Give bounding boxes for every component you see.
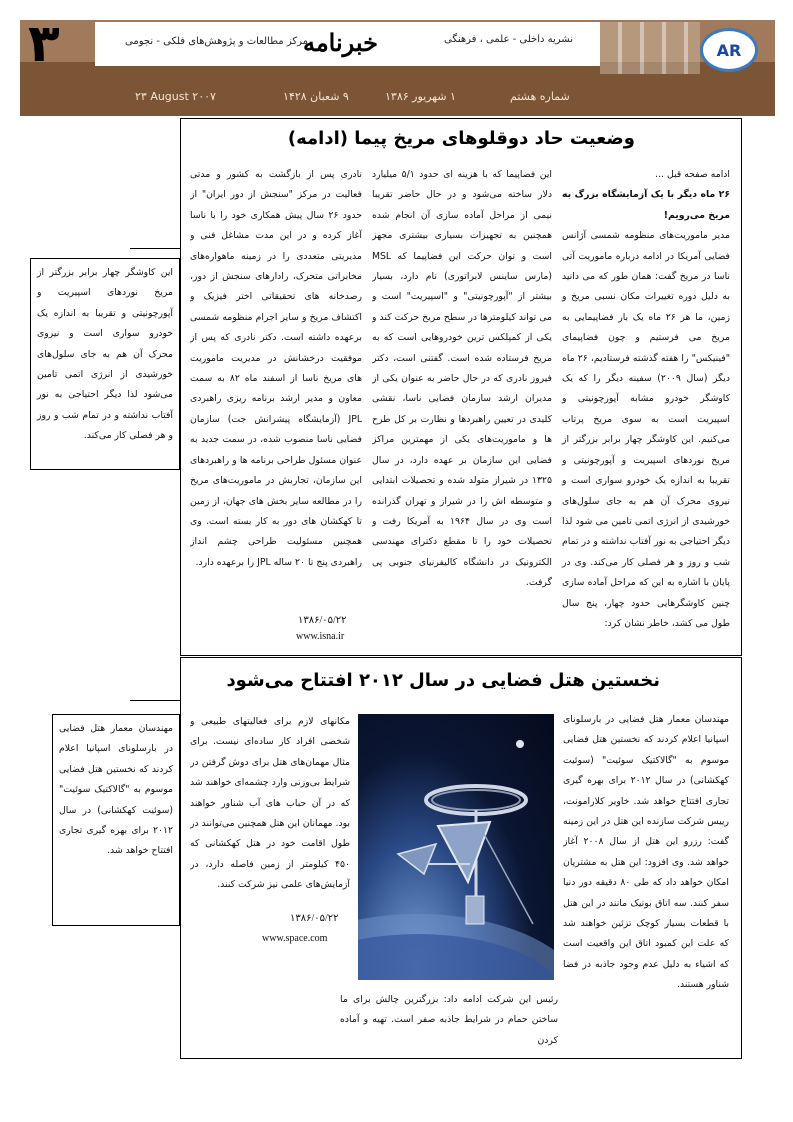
article1-subtitle: ۲۶ ماه دیگر با یک آزمایشگاه بزرگ به مریخ می‌رویم! xyxy=(562,189,730,221)
header-pattern xyxy=(600,22,700,74)
sidebar1-connector xyxy=(130,248,180,249)
article1-sidebar: این کاوشگر چهار برابر بزرگتر از مریخ نوردهای اسپیریت و آپورچونیتی و تقریبا به اندازه یک خودرو سواری است و نیروی محرک آن هم به جای سلول‌های خورشیدی از انرژی اتمی تامین می‌شود لذا دیگر احتیاجی به نور آفتاب نداشته و در تمام شب و روز و هر فصلی کار می‌کند. xyxy=(30,258,180,470)
organization: مرکز مطالعات و پژوهش‌های فلکی - نجومی xyxy=(125,36,308,47)
article2-below-photo: رئیس این شرکت ادامه داد: بزرگترین چالش برای ما ساختن حمام در شرایط جاذبه صفر است. تهیه و آماده کردن xyxy=(340,994,558,1046)
article2-body-right: مهندسان معمار هتل فضایی در بارسلونای اسپانیا اعلام کردند که نخستین هتل فضایی موسوم به "گالاکتیک سوئیت" (سوئیت کهکشانی) در سال ۲۰۱۲ برای بهره گیری تجاری افتتاح خواهد شد. خاویر کلارامونت، رییس شرکت سازنده این هتل در این زمینه گفت: رزرو این هتل از سال ۲۰۰۸ آغاز خواهد شد. وی افزود: این هتل به مشتریان امکان خواهد داد که طی ۸۰ دقیقه دور دنیا سفر کنند. سه اتاق بوتیک مانند در این هتل با قطعات بسیار کوچک تزئین خواهند شد که علت این کمبود اتاق این واقعیت است که اشیاء به دلیل عدم وجود جاذبه در فضا شناور هستند. xyxy=(563,714,729,991)
article1-source-url: www.isna.ir xyxy=(296,631,345,642)
logo xyxy=(700,28,758,72)
continued-label: ادامه صفحه قبل ... xyxy=(655,169,730,180)
article1-body-left: نادری پس از بازگشت به کشور و مدتی فعالیت در مرکز "سنجش از دور ایران" از حدود ۲۶ سال پیش همکاری خود را با ناسا آغاز کرده و در این مدت مشاغل فنی و مدیریتی متعددی را در زمینه ماهواره‌های مخابراتی متحرک، رادارهای سنجش از دور، رصدخانه های تحقیقاتی اختر فیزیک و اکتشاف مریخ و سایر اجرام منظومه شمسی برعهده داشته است. دکتر نادری که پس از موفقیت درخشانش در مدیریت ماموریت های مریخ ناسا از اسفند ماه ۸۲ به سمت معاون و مدیر ارشد برنامه ریزی راهبردی JPL (آزمایشگاه پیشرانش جت) سازمان فضایی ناسا منصوب شده، در سمت جدید به عنوان مسئول طراحی برنامه ها و راهبردهای این سازمان، تجاربش در ماموریت‌های مریخ را در مطالعه سایر بخش های جهان، از زمین تا کهکشان های دور به کار بسته است. وی همچنین مسئولیت طراحی چشم انداز راهبردی پنج تا ۲۰ ساله JPL را برعهده دارد. xyxy=(190,169,362,568)
date-gregorian: ۲۳ August ۲۰۰۷ xyxy=(135,90,216,103)
article1-body-middle: این فضاپیما که با هزینه ای حدود ۵/۱ میلیارد دلار ساخته می‌شود و در حال حاضر تقریبا نیمی از مراحل آماده سازی آن انجام شده همچنین به تجهیزات بسیاری بیشتری مجهز است و توان حرکت این فضاپیما که MSL (مارس ساینس لابراتوری) نام دارد، بسیار بیشتر از "آپورچونیتی" و "اسپیریت" است و می تواند کیلومترها در سطح مریخ حرکت کند و یکی از کمپلکس ترین خودروهایی است که به مریخ فرستاده شده است. گفتنی است، دکتر فیروز نادری که در حال حاضر به عنوان یکی از مدیران ارشد سازمان فضایی ناسا، نقشی کلیدی در تعیین راهبردها و نظارت بر کل طرح ها و ماموریت‌های یکی از مهمترین مراکز فضایی این سازمان بر عهده دارد، در سال ۱۳۲۵ در شیراز متولد شده و تحصیلات ابتدایی و متوسطه اش را در شیراز و تهران گذرانده است وی در سال ۱۹۶۴ به آمریکا رفت و تحصیلات خود را تا مقطع دکترای مهندسی الکترونیک در دانشگاه کالیفرنیای جنوبی پی گرفت. xyxy=(372,169,552,589)
article1-title: وضعیت حاد دوقلوهای مریخ پیما (ادامه) xyxy=(287,128,635,149)
article2-source-date: ۱۳۸۶/۰۵/۲۲ xyxy=(290,913,339,924)
article2-title: نخستین هتل فضایی در سال ۲۰۱۲ افتتاح می‌شود xyxy=(226,670,660,691)
logo-text: AR xyxy=(716,40,742,60)
article2-sidebar: مهندسان معمار هتل فضایی در بارسلونای اسپانیا اعلام کردند که نخستین هتل فضایی موسوم به "گالاکتیک سوئیت" (سوئیت کهکشانی) در سال ۲۰۱۲ برای بهره گیری تجاری افتتاح خواهد شد. xyxy=(52,714,180,926)
space-hotel-illustration-icon xyxy=(358,714,554,980)
tagline: نشریه داخلی - علمی ، فرهنگی xyxy=(444,34,573,45)
brand-title: خبرنامه xyxy=(302,28,378,57)
space-hotel-photo xyxy=(358,714,554,980)
page-number: ۳ xyxy=(28,14,60,74)
date-hijri: ۹ شعبان ۱۴۲۸ xyxy=(283,90,349,103)
article2-source-url: www.space.com xyxy=(262,933,328,944)
date-persian: ۱ شهریور ۱۳۸۶ xyxy=(385,90,456,103)
sidebar2-connector xyxy=(130,700,180,701)
article2-body-left: مکانهای لازم برای فعالیتهای طبیعی و شخصی افراد کار ساده‌ای نیست. برای مثال مهمان‌های هتل برای دوش گرفتن در شرایط بی‌وزنی وارد چشمه‌ای خواهند شد که در آن حباب های آب شناور خواهند بود. مهمانان این هتل همچنین می‌توانند در طول اقامت خود در هتل کهکشانی که ۴۵۰ کیلومتر از زمین فاصله دارد، در آزمایش‌های علمی نیز شرکت کنند. xyxy=(190,716,350,891)
article1-col-right xyxy=(562,165,730,634)
article1-source-date: ۱۳۸۶/۰۵/۲۲ xyxy=(298,615,347,626)
article1-body-right: مدیر ماموریت‌های منظومه شمسی آژانس فضایی آمریکا در ادامه درباره ماموریت آتی ناسا در مریخ گفت: همان طور که می دانید به دلیل دوره تغییرات مکان نسبی مریخ و زمین، ما هر ۲۶ ماه یک بار فضاپیمایی به مریخ می فرستیم و چون فضاپیمای "فینیکس" را هفته گذشته فرستادیم، ۲۶ ماه دیگر (سال ۲۰۰۹) سفینه دیگر را که یک کاوشگر خودرو مشابه آپورچونیتی و اسپیریت است به سوی مریخ پرتاب می‌کنیم. این کاوشگر چهار برابر بزرگتر از مریخ نوردهای اسپیریت و آپورچونیتی و تقریبا به اندازه یک خودرو سواری است و نیروی محرک آن هم به جای سلول‌های خورشیدی از انرژی اتمی تامین می شود لذا دیگر احتیاجی به نور آفتاب نداشته و در تمام شب و روز و هر فصلی کار می‌کند. وی در پایان با اشاره به این که مراحل آماده سازی چنین کاوشگرهایی حدود چهار، پنج سال طول می کشد، خاطر نشان کرد: xyxy=(562,230,731,629)
issue-label: شماره هشتم xyxy=(510,90,570,103)
